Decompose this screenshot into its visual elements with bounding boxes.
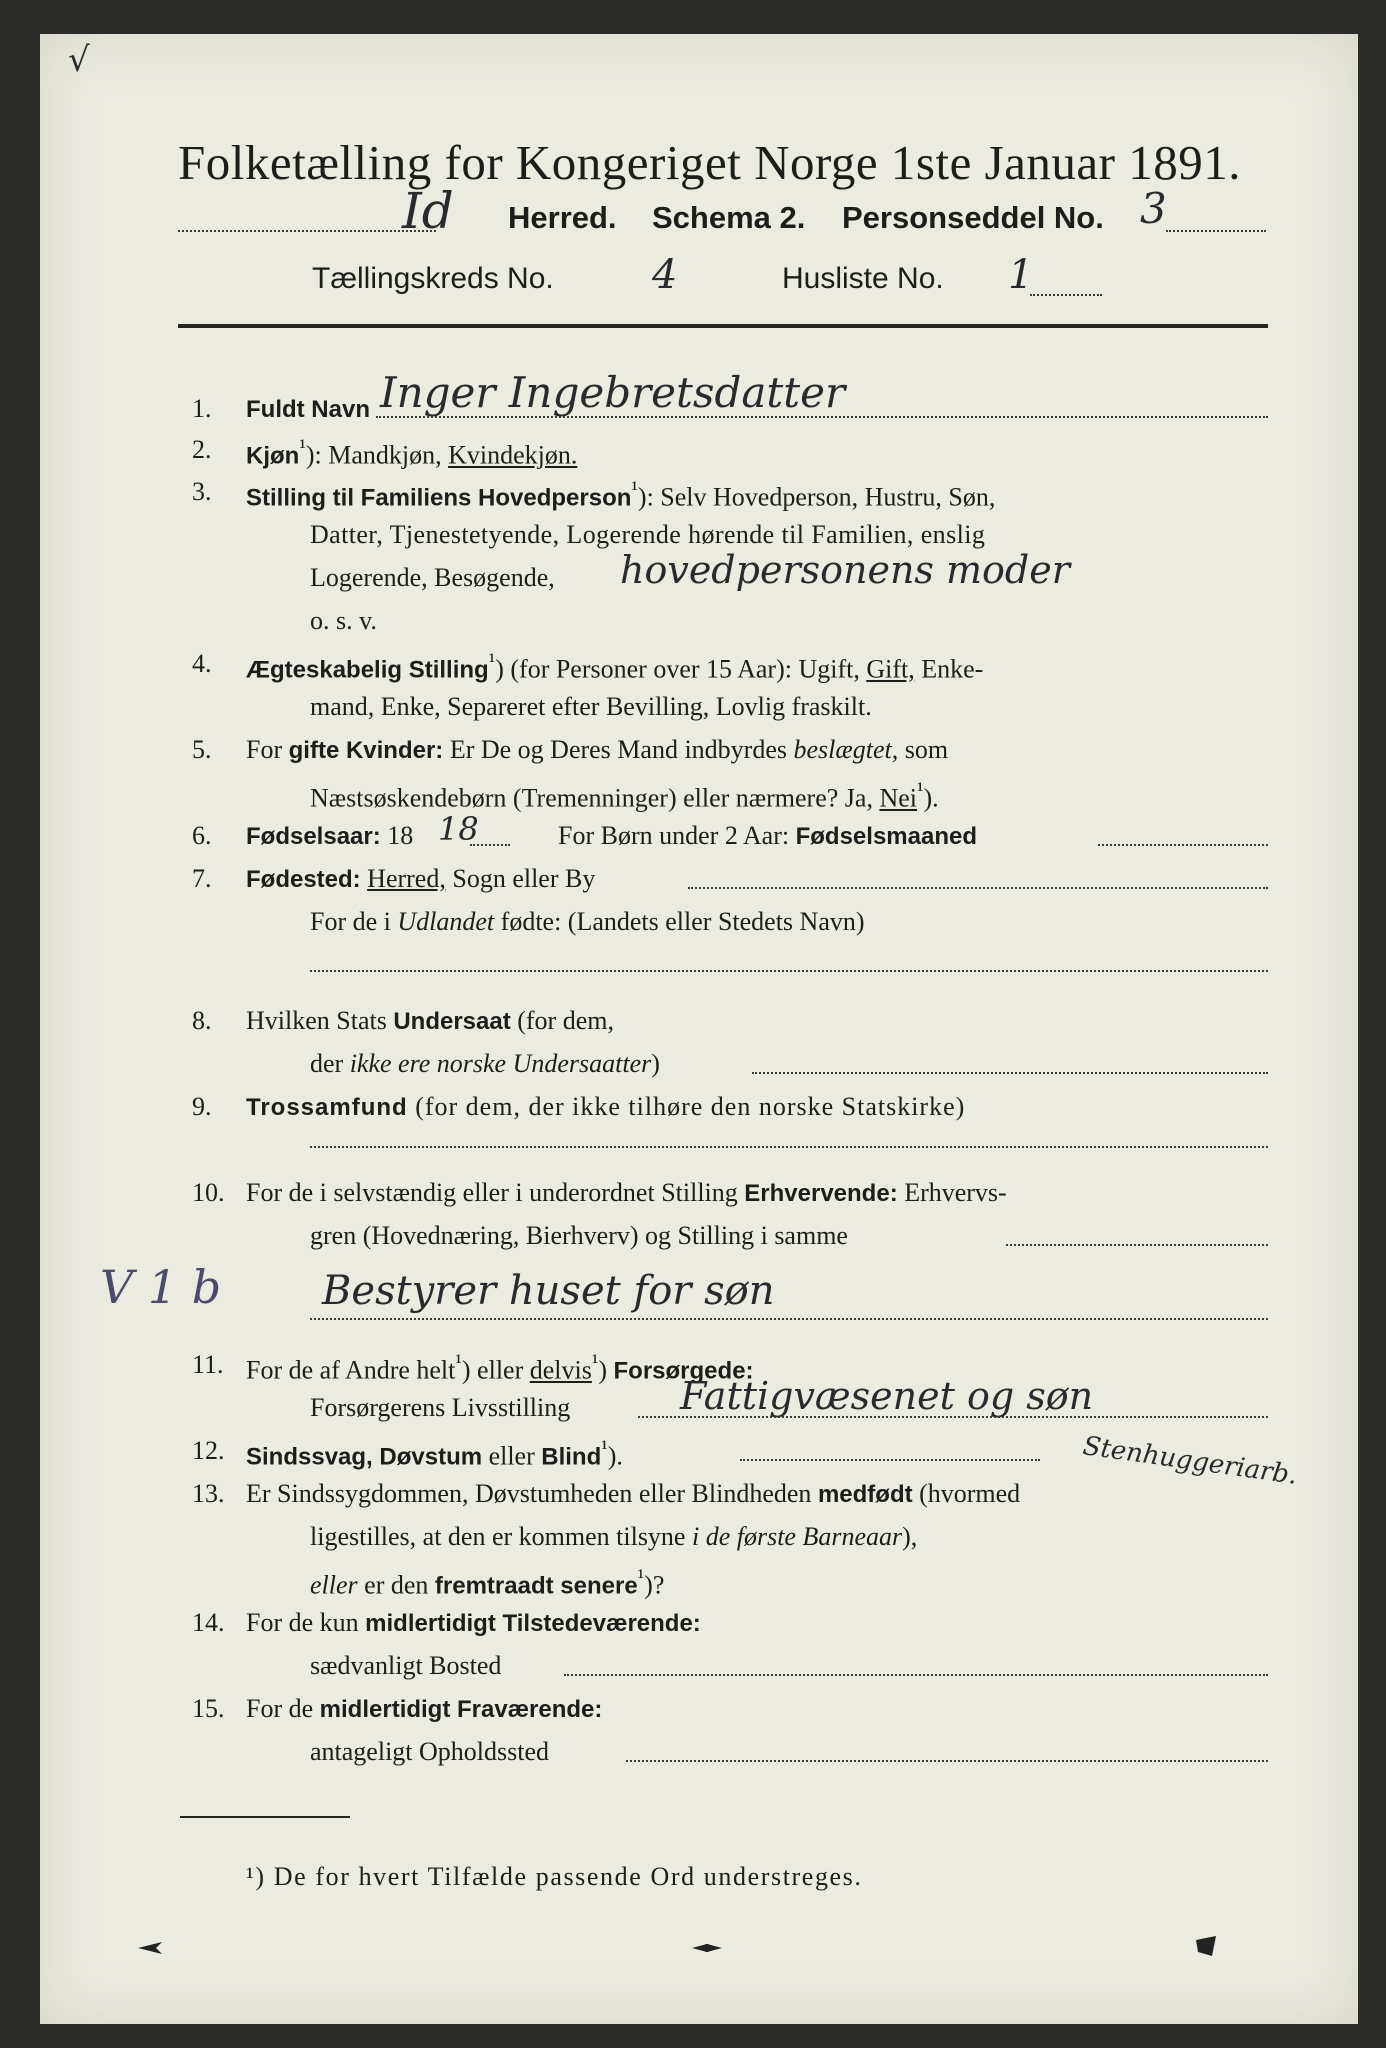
q8-text-line2: der ikke ere norske Undersaatter): [310, 1049, 660, 1078]
q5-text-line1: For gifte Kvinder: Er De og Deres Mand indbyrdes beslægtet, som: [246, 735, 949, 764]
item-number: 9.: [192, 1092, 212, 1121]
corner-check-mark: √: [68, 40, 90, 80]
item-number: 15.: [192, 1694, 225, 1723]
registration-mark-left-icon: [136, 1938, 166, 1958]
q1-label: Fuldt Navn: [246, 396, 370, 423]
item-number: 13.: [192, 1479, 225, 1508]
header-rule: [178, 324, 1268, 328]
herred-dotted-line: [178, 230, 436, 232]
schema-label: Schema 2.: [652, 200, 806, 235]
q13-text-line3: eller er den fremtraadt senere$^{^1}$)?: [310, 1565, 665, 1600]
q3-text-line2: Datter, Tjenestetyende, Logerende hørende til Familien, enslig: [310, 520, 986, 549]
q11-value-continuation: Stenhuggeriarb.: [1080, 1431, 1300, 1491]
item-number: 8.: [192, 1006, 212, 1035]
form-title: Folketælling for Kongeriget Norge 1ste Januar 1891.: [178, 135, 1241, 190]
q4-text-line2: mand, Enke, Separeret efter Bevilling, Lovlig fraskilt.: [310, 692, 872, 721]
item-number: 2.: [192, 435, 212, 464]
item-number: 7.: [192, 864, 212, 893]
q10-dotted-line: [1006, 1244, 1268, 1246]
q2-text: Kjøn$^{^1}$): Mandkjøn, Kvindekjøn.: [246, 435, 578, 470]
item-number: 11.: [192, 1350, 224, 1379]
personseddel-value: 3: [1140, 184, 1167, 233]
q10-text-line2: gren (Hovednæring, Bierhverv) og Stilling i samme: [310, 1221, 848, 1250]
item-number: 1.: [192, 394, 212, 423]
q3-text-line3: Logerende, Besøgende,: [310, 563, 555, 592]
kreds-label: Tællingskreds No.: [312, 262, 554, 295]
q8-text-line1: Hvilken Stats Undersaat (for dem,: [246, 1006, 614, 1035]
husliste-dotted-line: [1030, 294, 1102, 296]
q7-abroad-dotted-line: [310, 970, 1268, 972]
item-number: 6.: [192, 821, 212, 850]
q9-dotted-line: [310, 1146, 1268, 1148]
q11-text-line2: Forsørgerens Livsstilling: [310, 1393, 571, 1422]
item-number: 4.: [192, 649, 212, 678]
q3-text-line4: o. s. v.: [310, 606, 377, 635]
q11-value: Fattigvæsenet og søn: [680, 1374, 1094, 1418]
q7-text-line1: Fødested: Herred, Sogn eller By: [246, 864, 596, 893]
husliste-label: Husliste No.: [782, 262, 944, 295]
item-number: 12.: [192, 1436, 225, 1465]
q11-text-line1: For de af Andre helt$^{^1}$) eller delvis$^{^1}$) Forsørgede:: [246, 1350, 754, 1385]
item-number: 5.: [192, 735, 212, 764]
personseddel-dotted-line: [1166, 230, 1266, 232]
q14-text-line2: sædvanligt Bosted: [310, 1651, 502, 1680]
q1-dotted-line: [376, 416, 1268, 418]
q3-text-line1: Stilling til Familiens Hovedperson$^{^1}$): Selv Hovedperson, Hustru, Søn,: [246, 477, 996, 512]
q14-text-line1: For de kun midlertidigt Tilstedeværende:: [246, 1608, 701, 1637]
q10-value: Bestyrer huset for søn: [322, 1268, 775, 1314]
q4-text-line1: Ægteskabelig Stilling$^{^1}$) (for Personer over 15 Aar): Ugift, Gift, Enke-: [246, 649, 984, 684]
item-number: 10.: [192, 1178, 225, 1207]
registration-mark-center-icon: [690, 1938, 724, 1958]
q13-text-line1: Er Sindssygdommen, Døvstumheden eller Blindheden medfødt (hvormed: [246, 1479, 1021, 1508]
personseddel-label: Personseddel No.: [842, 200, 1104, 235]
footnote-rule: [180, 1816, 350, 1818]
herred-value: Id: [402, 182, 454, 240]
item-number: 14.: [192, 1608, 225, 1637]
q6-month-dotted-line: [1098, 844, 1268, 846]
q1-value: Inger Ingebretsdatter: [380, 368, 846, 417]
q6-label: Fødselsaar: 18: [246, 821, 414, 850]
q6-text: For Børn under 2 Aar: Fødselsmaaned: [558, 821, 977, 850]
q14-dotted-line: [564, 1674, 1268, 1676]
q3-value: hovedpersonens moder: [620, 548, 1070, 592]
q11-dotted-line: [638, 1416, 1268, 1418]
q7-text-line2: For de i Udlandet fødte: (Landets eller Stedets Navn): [310, 907, 865, 936]
q15-text-line1: For de midlertidigt Fraværende:: [246, 1694, 603, 1723]
census-form-sheet: [40, 34, 1358, 2024]
item-number: 3.: [192, 477, 212, 506]
q10-value-dotted-line: [310, 1318, 1268, 1320]
registration-mark-right-icon: [1192, 1932, 1220, 1960]
q12-dotted-line: [740, 1459, 1040, 1461]
husliste-value: 1: [1008, 252, 1034, 298]
q6-dotted-line: [470, 844, 510, 846]
q10-margin-code: V 1 b: [100, 1260, 222, 1314]
q10-text-line1: For de i selvstændig eller i underordnet Stilling Erhvervende: Erhvervs-: [246, 1178, 1007, 1207]
q13-text-line2: ligestilles, at den er kommen tilsyne i de første Barneaar),: [310, 1522, 918, 1551]
q7-dotted-line: [688, 887, 1268, 889]
q8-dotted-line: [752, 1072, 1268, 1074]
q15-dotted-line: [626, 1760, 1268, 1762]
q5-text-line2: Næstsøskendebørn (Tremenninger) eller nærmere? Ja, Nei$^{^1}$).: [310, 778, 939, 813]
q6-value: 18: [438, 810, 479, 848]
footnote: ¹) De for hvert Tilfælde passende Ord understreges.: [246, 1862, 863, 1891]
q12-text: Sindssvag, Døvstum eller Blind$^{^1}$).: [246, 1436, 623, 1471]
herred-label: Herred.: [508, 200, 617, 235]
q9-text: Trossamfund (for dem, der ikke tilhøre den norske Statskirke): [246, 1092, 966, 1121]
kreds-value: 4: [652, 252, 678, 298]
q15-text-line2: antageligt Opholdssted: [310, 1737, 550, 1766]
